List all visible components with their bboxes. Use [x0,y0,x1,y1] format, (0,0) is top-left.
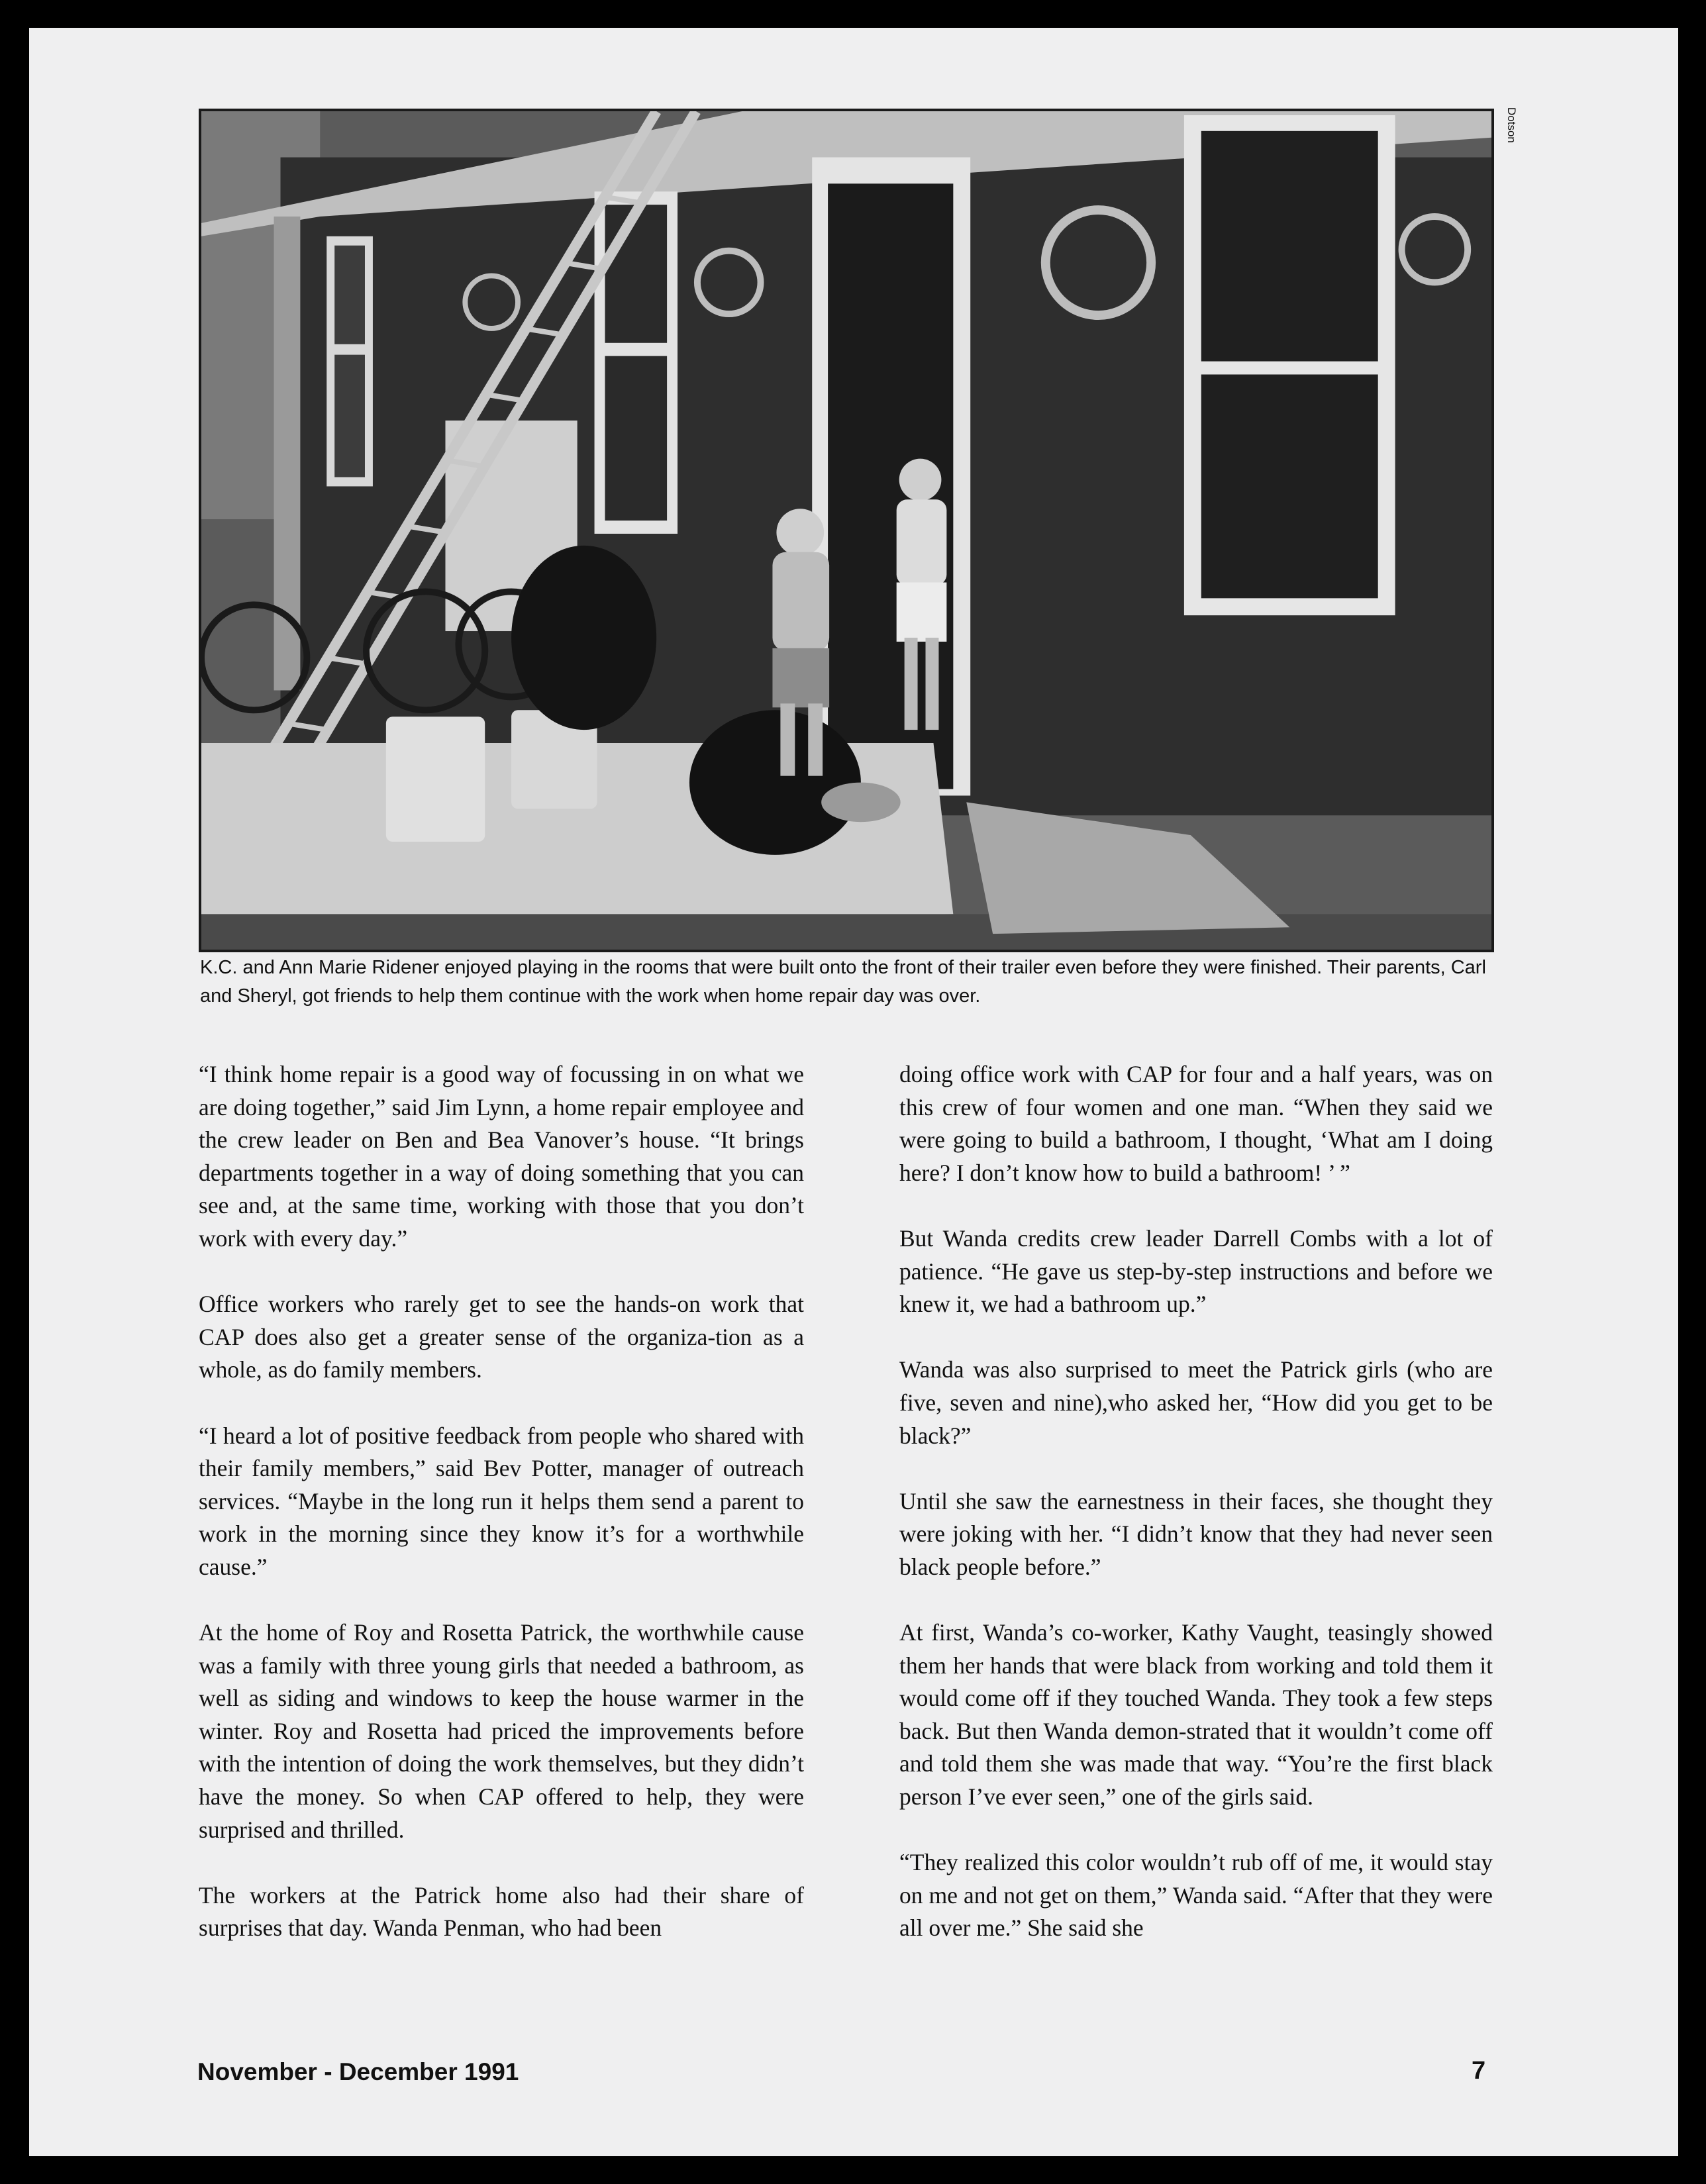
paragraph: But Wanda credits crew leader Darrell Combs with a lot of patience. “He gave us step-by-step instructions and before we knew it, we had a bathroom up.” [899,1224,1493,1318]
photo-illustration [201,111,1491,950]
paragraph: Until she saw the earnestness in their faces, she thought they were joking with her. “I didn’t know that they had never seen black people before.” [899,1487,1493,1580]
page-number: 7 [1472,2057,1486,2085]
photo-credit: Dotson [1505,107,1518,143]
photo-caption: K.C. and Ann Marie Ridener enjoyed playing in the rooms that were built onto the front of their trailer even before they were finished. Their parents, Carl and Sheryl, got friends to help them continue with the work when home repair day was over. [200,957,1486,1007]
photo-children-at-trailer-addition [199,109,1494,952]
paragraph: Wanda was also surprised to meet the Patrick girls (who are five, seven and nine),who asked her, “How did you get to be black?” [899,1356,1493,1449]
paragraph: At first, Wanda’s co-worker, Kathy Vaught, teasingly showed them her hands that were black from working and told them it would come off if they touched Wanda. They took a few steps back. But then Wanda demon-strated that it wouldn’t come off and told them she was made that way. “You’re the first black person I’ve ever seen,” one of the girls said. [899,1619,1493,1811]
paragraph: At the home of Roy and Rosetta Patrick, the worthwhile cause was a family with three young girls that needed a bathroom, as well as siding and windows to keep the house warmer in the winter. Roy and Rosetta had priced the improvements before with the intention of doing the work themselves, but they didn’t have the money. So when CAP offered to help, they were surprised and thrilled. [199,1619,804,1843]
magazine-page [29,28,1678,2156]
paragraph: The workers at the Patrick home also had their share of surprises that day. Wanda Penman, who had been [199,1881,804,1942]
article-column-left [199,1058,804,1945]
paragraph: “I heard a lot of positive feedback from people who shared with their family members,” said Bev Potter, manager of outreach services. “Maybe in the long run it helps them send a parent to work in the morning since they know it’s for a worthwhile cause.” [199,1422,804,1580]
paragraph: Office workers who rarely get to see the hands-on work that CAP does also get a greater sense of the organiza-tion as a whole, as do family members. [199,1291,804,1383]
article-column-right [899,1058,1493,1945]
paragraph: “They realized this color wouldn’t rub off of me, it would stay on me and not get on them,” Wanda said. “After that they were all over me.” She said she [899,1849,1493,1942]
issue-date-footer: November - December 1991 [197,2058,519,2085]
paragraph: “I think home repair is a good way of focussing in on what we are doing together,” said Jim Lynn, a home repair employee and the crew leader on Ben and Bea Vanover’s house. “It brings departments together in a way of doing something that you can see and, at the same time, working with those that you don’t work with every day.” [199,1061,804,1252]
paragraph: doing office work with CAP for four and a half years, was on this crew of four women and one man. “When they said we were going to build a bathroom, I thought, ‘What am I doing here? I don’t know how to build a bathroom! ’ ” [899,1061,1493,1186]
